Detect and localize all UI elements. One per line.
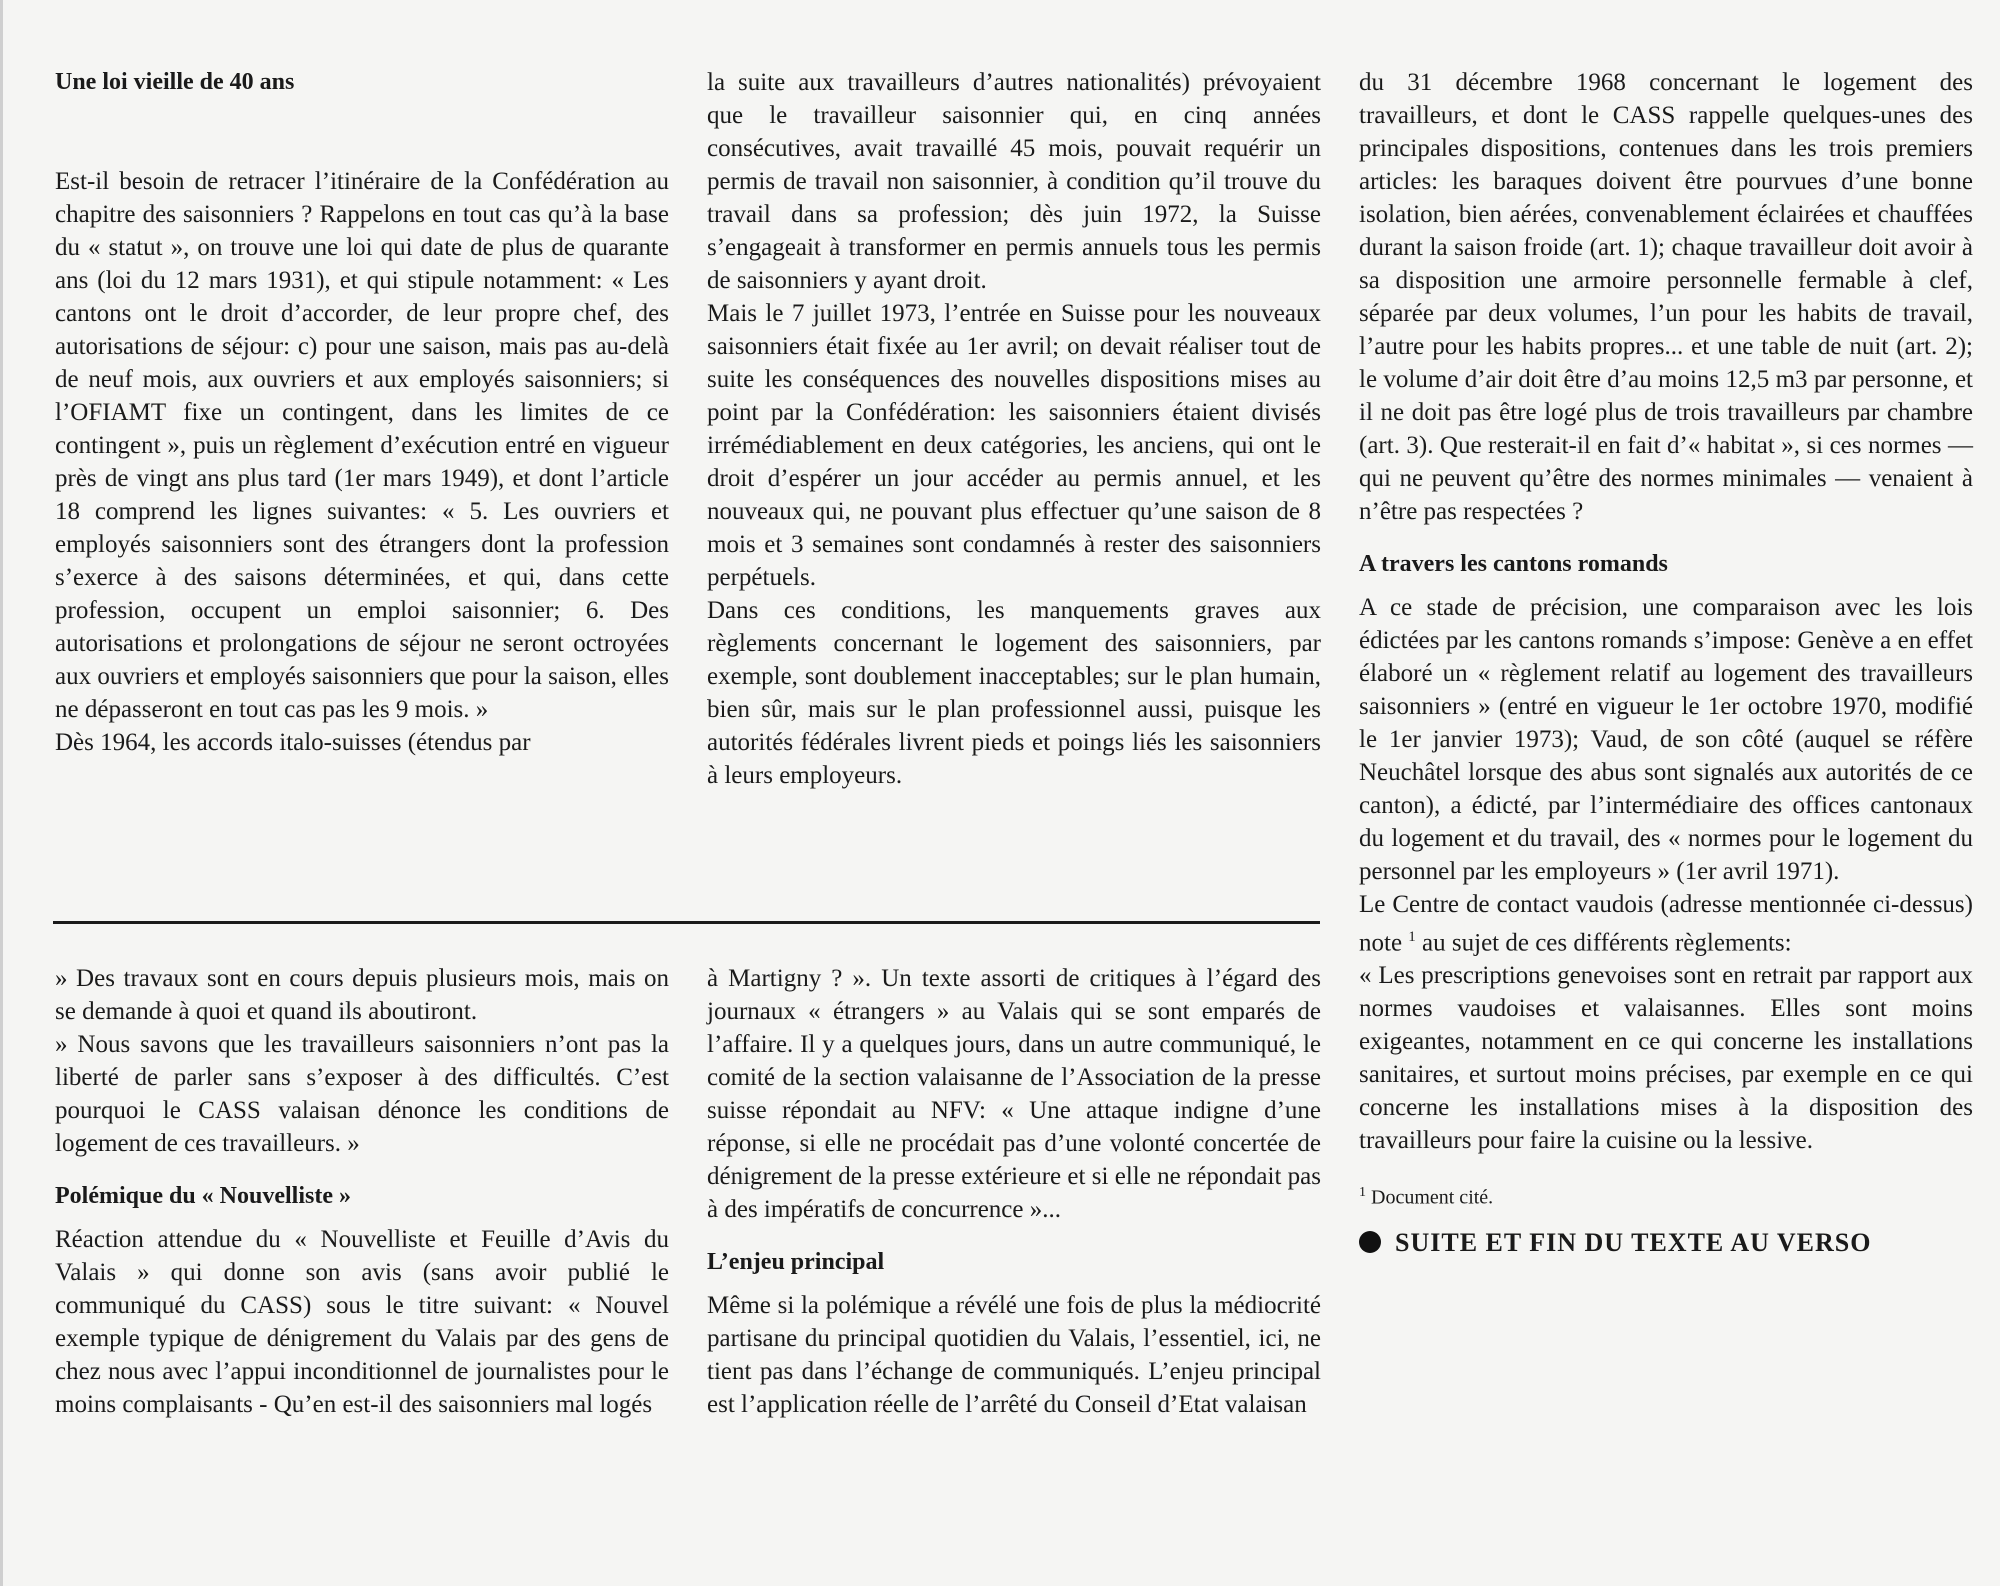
column-1-bottom bbox=[55, 962, 669, 1421]
paragraph: A ce stade de précision, une comparaison avec les lois édictées par les cantons romands s’impose: Genève a en effet élaboré un « règlement relatif au logement des travailleurs saisonniers » (entré en vigueur le 1er octobre 1970, modifié le 1er janvier 1973); Vaud, de son côté (auquel se réfère Neuchâtel lorsque des abus sont signalés aux autorités de ce canton), a édicté, par l’intermédiaire des offices cantonaux du logement et du travail, des « normes pour le logement du personnel par les employeurs » (1er avril 1971). bbox=[1359, 594, 1973, 885]
section-heading: A travers les cantons romands bbox=[1359, 551, 1668, 577]
continuation-note bbox=[1359, 1226, 1973, 1259]
paragraph: du 31 décembre 1968 concernant le logement des travailleurs, et dont le CASS rappelle quelques-unes des principales dispositions, contenues dans les trois premiers articles: les baraques doivent être pourvues d’une bonne isolation, bien aérées, convenablement éclairées et chauffées durant la saison froide (art. 1); chaque travailleur doit avoir à sa disposition une armoire personnelle fermable à clef, séparée par deux volumes, l’un pour les habits de travail, l’autre pour les habits propres... et une table de nuit (art. 2); le volume d’air doit être d’au moins 12,5 m3 par personne, et il ne doit pas être logé plus de trois travailleurs par chambre (art. 3). Que resterait-il en fait d’« habitat », si ces normes — qui ne peuvent qu’être des normes minimales — venaient à n’être pas respectées ? bbox=[1359, 69, 1973, 525]
column-3 bbox=[1359, 66, 1973, 1259]
paragraph: la suite aux travailleurs d’autres nationalités) prévoyaient que le travailleur saisonnier qui, en cinq années consécutives, avait travaillé 45 mois, pouvait requérir un permis de travail non saisonnier, à condition qu’il trouve du travail dans sa profession; dès juin 1972, la Suisse s’engageait à transformer en permis annuels tous les permis de saisonniers y ayant droit. bbox=[707, 69, 1321, 294]
paragraph bbox=[1359, 888, 1973, 959]
paragraph: « Les prescriptions genevoises sont en retrait par rapport aux normes vaudoises et valaisannes. Elles sont moins exigeantes, notamment en ce qui concerne les installations sanitaires, et surtout moins précises, par exemple en ce qui concerne les installations mises à la disposition des travailleurs pour faire la cuisine ou la lessive. bbox=[1359, 962, 1973, 1155]
paragraph: Même si la polémique a révélé une fois de plus la médiocrité partisane du principal quotidien du Valais, l’essentiel, ici, ne tient pas dans l’échange de communiqués. L’enjeu principal est l’application réelle de l’arrêté du Conseil d’Etat valaisan bbox=[707, 1292, 1321, 1418]
column-1-top bbox=[55, 66, 669, 759]
footnote-text: Document cité. bbox=[1366, 1186, 1494, 1209]
paragraph: » Des travaux sont en cours depuis plusieurs mois, mais on se demande à quoi et quand ils aboutiront. bbox=[55, 965, 669, 1025]
continuation-text: SUITE ET FIN DU TEXTE AU VERSO bbox=[1395, 1227, 1872, 1257]
horizontal-rule bbox=[53, 921, 1320, 924]
paragraph-text: Le Centre de contact vaudois (adresse mentionnée ci-dessus) note bbox=[1359, 891, 1973, 957]
paragraph: » Nous savons que les travailleurs saisonniers n’ont pas la liberté de parler sans s’exposer à des difficultés. C’est pourquoi le CASS valaisan dénonce les conditions de logement de ces travailleurs. » bbox=[55, 1031, 669, 1157]
paragraph: Est-il besoin de retracer l’itinéraire de la Confédération au chapitre des saisonniers ? Rappelons en tout cas qu’à la base du « statut », on trouve une loi qui date de plus de quarante ans (loi du 12 mars 1931), et qui stipule notamment: « Les cantons ont le droit d’accorder, de leur propre chef, des autorisations de séjour: c) pour une saison, mais pas au-delà de neuf mois, aux ouvriers et aux employés saisonniers; si l’OFIAMT fixe un contingent, dans les limites de ce contingent », puis un règlement d’exécution entré en vigueur près de vingt ans plus tard (1er mars 1949), et dont l’article 18 comprend les lignes suivantes: « 5. Les ouvriers et employés saisonniers sont des étrangers dont la profession s’exerce à des saisons déterminées, et qui, dans cette profession, occupent un emploi saisonnier; 6. Des autorisations et prolongations de séjour ne seront octroyées aux ouvriers et employés saisonniers que pour la saison, elles ne dépasseront en tout cas pas les 9 mois. » bbox=[55, 168, 669, 723]
section-heading: Polémique du « Nouvelliste » bbox=[55, 1183, 352, 1209]
paragraph-text: au sujet de ces différents règlements: bbox=[1422, 929, 1792, 957]
paragraph: à Martigny ? ». Un texte assorti de critiques à l’égard des journaux « étrangers » au Valais qui se sont emparés de l’affaire. Il y a quelques jours, dans un autre communiqué, le comité de la section valaisanne de l’Association de la presse suisse répondait au NFV: « Une attaque indigne d’une réponse, si elle ne procédait pas d’une volonté concertée de dénigrement de la presse extérieure et si elle ne répondait pas à des impératifs de concurrence »... bbox=[707, 965, 1321, 1223]
section-heading: L’enjeu principal bbox=[707, 1249, 885, 1275]
section-heading: Une loi vieille de 40 ans bbox=[55, 69, 295, 95]
bullet-icon bbox=[1359, 1231, 1381, 1253]
paragraph: Dès 1964, les accords italo-suisses (étendus par bbox=[55, 729, 531, 756]
footnote-mark: 1 bbox=[1359, 1185, 1366, 1201]
column-2-top bbox=[707, 66, 1321, 792]
paragraph: Réaction attendue du « Nouvelliste et Feuille d’Avis du Valais » qui donne son avis (sans avoir publié le communiqué du CASS) sous le titre suivant: « Nouvel exemple typique de dénigrement du Valais par des gens de chez nous avec l’appui inconditionnel de journalistes pour le moins complaisants - Qu’en est-il des saisonniers mal logés bbox=[55, 1226, 669, 1418]
column-2-bottom bbox=[707, 962, 1321, 1421]
footnote-reference: 1 bbox=[1408, 929, 1416, 945]
paragraph: Dans ces conditions, les manquements graves aux règlements concernant le logement des saisonniers, par exemple, sont doublement inacceptables; sur le plan humain, bien sûr, mais sur le plan professionnel aussi, puisque les autorités fédérales livrent pieds et poings liés les saisonniers à leurs employeurs. bbox=[707, 597, 1321, 789]
paragraph: Mais le 7 juillet 1973, l’entrée en Suisse pour les nouveaux saisonniers était fixée au 1er avril; on devait réaliser tout de suite les conséquences des nouvelles dispositions mises au point par la Confédération: les saisonniers étaient divisés irrémédiablement en deux catégories, les anciens, qui ont le droit d’espérer un jour accéder au permis annuel, et les nouveaux qui, ne pouvant plus effectuer qu’une saison de 8 mois et 3 semaines sont condamnés à rester des saisonniers perpétuels. bbox=[707, 300, 1321, 591]
footnote bbox=[1359, 1179, 1973, 1212]
